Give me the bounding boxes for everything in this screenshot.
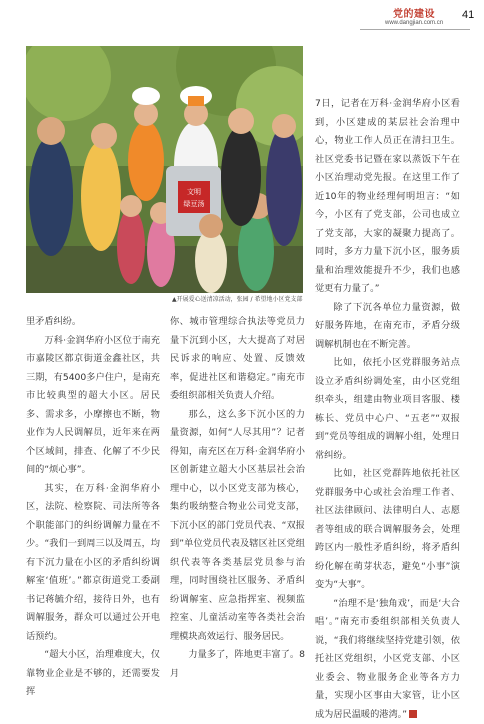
website-url: www.dangjian.com.cn — [385, 20, 443, 26]
page-header — [0, 0, 484, 46]
header-divider — [360, 29, 470, 30]
photo-caption: ▲开展爱心送清凉活动，张园 / 希望地小区党支部 — [172, 294, 302, 303]
paragraph: 比如，依托小区党群服务站点设立矛盾纠纷调处室，由小区党组织牵头，组建由物业项目客服、楼栋长、党员中心户、“五老”“双报到”党员等组成的调解小组，处理日常纠纷。 — [315, 354, 460, 465]
paragraph: 你、城市管理综合执法等党员力量下沉到小区，大大提高了对居民诉求的响应、处置、反馈效率，促进社区和谐稳定。”南充市委组织部相关负责人介绍。 — [170, 313, 305, 406]
article-column-3 — [315, 95, 460, 724]
paragraph: “超大小区，治理难度大，仅靠物业企业是不够的，还需要发挥 — [26, 646, 160, 702]
paragraph: 其实，在万科·金润华府小区，法院、检察院、司法所等各个职能部门的纠纷调解力量在不少。“我们一到周三以及周五，均有下沉力量在小区的矛盾纠纷调解室‘值班’。”都京街道党工委副书记蒋毓介绍，接待日外，也有调解服务，群众可以通过公开电话预约。 — [26, 480, 160, 647]
paragraph — [315, 595, 460, 724]
paragraph: 万科·金润华府小区位于南充市嘉陵区都京街道金鑫社区，共三期，有5400多户住户，是南充市比较典型的超大小区。居民多、需求多，小摩擦也不断，物业作为人民调解员，近年来在两个区域间，排查、化解了不少民间的“烦心事”。 — [26, 332, 160, 480]
photo-illustration — [26, 46, 303, 293]
page-number: 41 — [462, 9, 474, 21]
svg-text:绿豆汤: 绿豆汤 — [184, 199, 205, 208]
magazine-logo: 党的建设 — [393, 5, 435, 20]
closing-paragraph-text: “治理不是‘独角戏’，而是‘大合唱’。”南充市委组织部相关负责人说，“我们将继续坚持党建引领，依托社区党组织，小区党支部、小区业委会、物业服务企业等各方力量，实现小区事由大家管，让小区成为居民温暖的港湾。” — [315, 598, 460, 720]
article-photo — [26, 46, 303, 293]
paragraph: 力量多了，阵地更丰富了。8月 — [170, 646, 305, 683]
article-column-1 — [26, 313, 160, 702]
end-mark-icon — [409, 710, 417, 718]
paragraph: 比如，社区党群阵地依托社区党群服务中心或社会治理工作者、社区法律顾问、法律明白人、志愿者等组成的联合调解服务会，处理跨区内一般性矛盾纠纷，将矛盾纠纷化解在萌芽状态，避免“小事”演变为“大事”。 — [315, 465, 460, 595]
paragraph: 除了下沉各单位力量资源，做好服务阵地，在南充市，矛盾分级调解机制也在不断完善。 — [315, 299, 460, 355]
article-column-2 — [170, 313, 305, 683]
paragraph: 那么，这么多下沉小区的力量资源，如何“人尽其用”？记者得知，南充区在万科·金润华府小区创新建立超大小区基层社会治理中心，以小区党支部为核心，集约吸纳整合物业公司党支部，下沉小区的部门党员代表、“双报到”单位党员代表及辖区社区党组织代表等各类基层党员参与治理，同时围绕社区服务、矛盾纠纷调解室、应急指挥室、视频监控室、儿童活动室等各类社会治理模块高效运行、服务居民。 — [170, 406, 305, 647]
svg-text:文明: 文明 — [187, 187, 201, 196]
paragraph: 里矛盾纠纷。 — [26, 313, 160, 332]
paragraph: 7日，记者在万科·金润华府小区看到，小区建成的某层社会治理中心，物业工作人员正在清扫卫生。社区党委书记暨在家以蒸饭下午在小区治理动党先报。在这里工作了近10年的物业经理何明坦言：“如今，小区有了党支部，公司也成立了党支部，大家的凝聚力提高了。同时，多方力量下沉小区，服务质量和治理效能提升不少，我们也感觉更有力量了。” — [315, 95, 460, 299]
